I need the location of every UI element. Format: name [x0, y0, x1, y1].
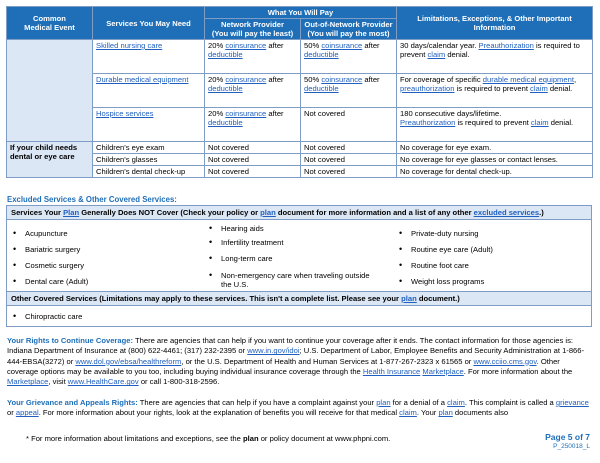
header-limitations: Limitations, Exceptions, & Other Important Information [397, 7, 593, 40]
claim-link[interactable]: claim [530, 118, 549, 127]
coinsurance-link[interactable]: coinsurance [321, 41, 363, 50]
service-cell: Children's eye exam [93, 142, 205, 154]
table-row [7, 154, 593, 166]
idoi-link[interactable]: www.in.gov/idoi [247, 346, 300, 356]
excluded-col-1 [7, 222, 203, 289]
list-item: • Weight loss programs [393, 277, 484, 286]
table-row [7, 108, 593, 142]
excluded-section-title: Excluded Services & Other Covered Services: [7, 195, 177, 204]
excluded-services-box [6, 205, 592, 292]
plan-link[interactable]: plan [376, 398, 391, 407]
limitations-cell: No coverage for eye glasses or contact lenses. [397, 154, 593, 166]
plan-link[interactable]: plan [401, 294, 417, 303]
cciio-link[interactable]: www.cciio.cms.gov [473, 356, 537, 366]
preauthorization-link[interactable]: Preauthorization [478, 41, 534, 50]
dol-link[interactable]: www.dol.gov/ebsa/healthreform [75, 356, 182, 366]
claim-link[interactable]: claim [399, 408, 417, 418]
table-row [7, 166, 593, 178]
list-item: • Dental care (Adult) [7, 277, 88, 286]
limitations-cell: No coverage for eye exam. [397, 142, 593, 154]
header-common-event: Common Medical Event [7, 7, 93, 40]
other-covered-services-box [6, 291, 592, 327]
list-item: • Routine foot care [393, 261, 469, 270]
grievance-link[interactable]: grievance [555, 398, 589, 407]
out-network-cost: Not covered [301, 154, 397, 166]
preauthorization-link[interactable]: preauthorization [400, 84, 455, 93]
coverage-table [6, 6, 593, 178]
out-network-cost: 50% coinsurance after deductible [301, 40, 397, 74]
excluded-services-header: Services Your Plan Generally Does NOT Cover (Check your policy or plan document for more information and a list of any other excluded services.) [7, 206, 591, 220]
plan-link[interactable]: plan [438, 408, 453, 418]
table-row [7, 74, 593, 108]
healthcare-gov-link[interactable]: www.HealthCare.gov [67, 377, 139, 387]
list-item: • Infertility treatment [203, 238, 283, 247]
coinsurance-link[interactable]: coinsurance [225, 75, 267, 84]
service-cell: Children's dental check-up [93, 166, 205, 178]
excluded-services-link[interactable]: excluded services [473, 208, 540, 217]
header-out-of-network: Out-of-Network Provider (You will pay the most) [301, 19, 397, 40]
service-cell [93, 40, 205, 74]
service-link[interactable]: Skilled nursing care [96, 41, 163, 50]
claim-link[interactable]: claim [447, 398, 465, 407]
network-cost: 20% coinsurance after deductible [205, 74, 301, 108]
health-insurance-link[interactable]: Health Insurance [362, 366, 421, 376]
limitations-cell: For coverage of specific durable medical equipment, preauthorization is required to prevent claim denial. [397, 74, 593, 108]
excluded-col-2 [203, 222, 393, 289]
list-item: • Cosmetic surgery [7, 261, 84, 270]
other-covered-header: Other Covered Services (Limitations may apply to these services. This isn't a complete list. Please see your plan document.) [7, 292, 591, 306]
network-cost: Not covered [205, 142, 301, 154]
out-network-cost: Not covered [301, 142, 397, 154]
out-network-cost: Not covered [301, 166, 397, 178]
deductible-link[interactable]: deductible [304, 50, 339, 59]
network-cost: 20% coinsurance after deductible [205, 108, 301, 142]
deductible-link[interactable]: deductible [208, 118, 243, 127]
list-item: • Long-term care [203, 254, 273, 263]
list-item: • Routine eye care (Adult) [393, 245, 493, 254]
coinsurance-link[interactable]: coinsurance [225, 109, 267, 118]
claim-link[interactable]: claim [530, 84, 548, 93]
plan-link[interactable]: Plan [63, 208, 80, 217]
list-item: • Private-duty nursing [393, 229, 479, 238]
appeal-link[interactable]: appeal [15, 408, 39, 418]
list-item: • Acupuncture [7, 229, 68, 238]
deductible-link[interactable]: deductible [208, 84, 243, 93]
marketplace-link[interactable]: Marketplace [7, 377, 49, 387]
rights-continue-coverage: Your Rights to Continue Coverage: There are agencies that can help if you want to continue your coverage after it ends. The contact information for those agencies is: Indiana Department of Insurance at (800) 622-4461; (317) 232-2395 or www.in.gov/idoi; U.S. Department of Labor, Employee Benefits and Security Administration at 1-866-444-EBSA(3272) or www.dol.gov/ebsa/healthreform, or the U.S. Department of Health and Human Services at 1-877-267-2323 x 61565 or www.cciio.cms.gov. Other coverage options may be available to you too, including buying individual insurance coverage through the Health Insurance Marketplace. For more information about the Marketplace, visit www.HealthCare.gov or call 1-800-318-2596. [7, 336, 585, 387]
page-number: Page 5 of 7 P_250018_L [545, 432, 590, 450]
claim-link[interactable]: claim [427, 50, 446, 59]
table-row [7, 40, 593, 74]
deductible-link[interactable]: deductible [208, 50, 243, 59]
grievance-appeals-rights: Your Grievance and Appeals Rights: There are agencies that can help if you have a complaint against your plan for a denial of a claim. This complaint is called a grievance or appeal. For more information about your rights, look at the explanation of benefits you will receive for that medical claim. Your plan documents also [7, 398, 589, 418]
dme-link[interactable]: durable medical equipment [482, 75, 574, 84]
header-services: Services You May Need [93, 7, 205, 40]
coinsurance-link[interactable]: coinsurance [225, 41, 267, 50]
preauthorization-link[interactable]: Preauthorization [400, 118, 456, 127]
list-item: • Hearing aids [203, 224, 264, 233]
deductible-link[interactable]: deductible [304, 84, 339, 93]
marketplace-link[interactable]: Marketplace [422, 366, 464, 376]
service-cell [93, 74, 205, 108]
event-child-dental-eye: If your child needs dental or eye care [7, 142, 93, 178]
event-cell-blank [7, 40, 93, 142]
limitations-cell: 30 days/calendar year. Preauthorization is required to prevent claim denial. [397, 40, 593, 74]
coinsurance-link[interactable]: coinsurance [321, 75, 363, 84]
list-item: • Bariatric surgery [7, 245, 80, 254]
service-link[interactable]: Durable medical equipment [96, 75, 189, 84]
list-item: • Chiropractic care [7, 312, 82, 321]
out-network-cost: 50% coinsurance after deductible [301, 74, 397, 108]
header-network-provider: Network Provider (You will pay the least) [205, 19, 301, 40]
service-cell [93, 108, 205, 142]
header-what-you-pay: What You Will Pay [205, 7, 397, 19]
service-link[interactable]: Hospice services [96, 109, 154, 118]
service-cell: Children's glasses [93, 154, 205, 166]
limitations-cell: 180 consecutive days/lifetime. Preauthorization is required to prevent claim denial. [397, 108, 593, 142]
network-cost: Not covered [205, 154, 301, 166]
network-cost: 20% coinsurance after deductible [205, 40, 301, 74]
list-item: • Non-emergency care when traveling outside the U.S. [203, 271, 378, 289]
plan-link[interactable]: plan [260, 208, 276, 217]
network-cost: Not covered [205, 166, 301, 178]
footer-note: * For more information about limitations and exceptions, see the plan or policy document at www.phpni.com. [26, 434, 391, 443]
document-code: P_250018_L [553, 443, 590, 450]
excluded-col-3 [393, 222, 591, 289]
out-network-cost: Not covered [301, 108, 397, 142]
limitations-cell: No coverage for dental check-up. [397, 166, 593, 178]
table-row [7, 142, 593, 154]
